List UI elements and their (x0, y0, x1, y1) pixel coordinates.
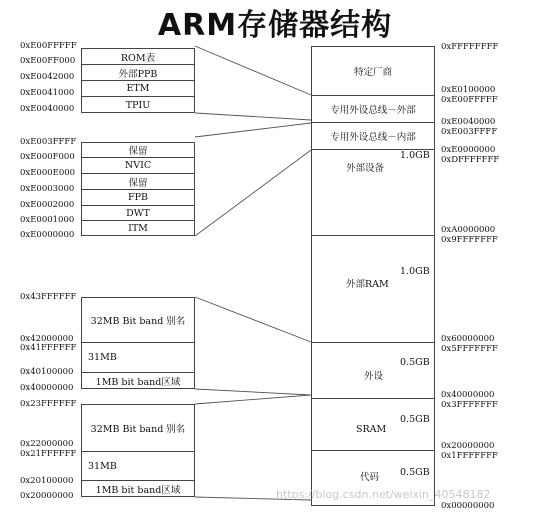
address-label: 0xDFFFFFFF (441, 155, 500, 165)
address-label: 0xE0040000 (20, 104, 75, 114)
memory-map-column (311, 46, 435, 506)
internal-ppb-block (81, 142, 195, 236)
address-label: 0x21FFFFFF (20, 449, 77, 459)
address-label: 0xE003FFFF (20, 137, 77, 147)
sram-bitband-block (81, 404, 195, 497)
address-label: 0xFFFFFFFF (441, 42, 499, 52)
region-name: 专用外设总线－内部 (330, 132, 416, 143)
address-label: 0x00000000 (441, 501, 495, 511)
itm-cell: ITM (128, 223, 148, 234)
address-label: 0x5FFFFFFF (441, 344, 498, 354)
reserved-cell: 保留 (82, 143, 194, 158)
external-ppb-block (81, 48, 195, 113)
region-name: 代码 (360, 472, 380, 483)
peripheral-bitband-block (81, 297, 195, 389)
region-external-ram (312, 236, 434, 343)
nvic-cell: NVIC (82, 158, 194, 174)
region-name: 专用外设总线－外部 (330, 105, 416, 116)
reserved-cell: 保留 (82, 174, 194, 190)
region-external-device (312, 150, 434, 236)
region-name: 外设 (364, 371, 384, 382)
address-label: 0xE00FF000 (20, 56, 76, 66)
dwt-cell: DWT (82, 206, 194, 221)
region-name: SRAM (356, 424, 387, 435)
address-label: 0x40000000 (441, 390, 495, 400)
region-size: 0.5GB (400, 467, 430, 478)
address-label: 0x23FFFFFF (20, 399, 77, 409)
etm-cell: ETM (82, 81, 194, 97)
fpb-cell: FPB (82, 190, 194, 206)
region-sram (312, 399, 434, 451)
region-size: 0.5GB (400, 357, 430, 368)
address-label: 0x20100000 (20, 476, 74, 486)
address-label: 0x20000000 (441, 441, 495, 451)
address-label: 0xE0042000 (20, 72, 75, 82)
reserved-31mb-cell: 31MB (82, 452, 194, 481)
region-name: 外部RAM (346, 279, 389, 290)
address-label: 0x41FFFFFF (20, 343, 77, 353)
address-label: 0xE0100000 (441, 85, 496, 95)
address-label: 0x40100000 (20, 367, 74, 377)
address-label: 0xE0003000 (20, 184, 75, 194)
address-label: 0xE000F000 (20, 152, 75, 162)
address-label: 0xE0001000 (20, 215, 75, 225)
region-ppb-internal (312, 123, 434, 150)
address-label: 0xE0041000 (20, 88, 75, 98)
address-label: 0x43FFFFFF (20, 292, 77, 302)
address-label: 0xE0000000 (20, 230, 75, 240)
region-name: 特定厂商 (353, 67, 392, 78)
address-label: 0xE0040000 (441, 117, 496, 127)
region-peripheral (312, 343, 434, 399)
bitband-alias-cell: 32MB Bit band 别名 (82, 298, 194, 343)
address-label: 0x40000000 (20, 383, 74, 393)
bitband-region-cell: 1MB bit band区域 (95, 377, 181, 388)
region-vendor-specific (312, 47, 434, 96)
address-label: 0x1FFFFFFF (441, 451, 498, 461)
region-size: 0.5GB (400, 414, 430, 425)
address-label: 0x20000000 (20, 491, 74, 501)
region-size: 1.0GB (400, 150, 430, 161)
diagram-title: ARM存储器结构 (157, 8, 393, 43)
address-label: 0xE000E000 (20, 168, 76, 178)
address-label: 0xE0000000 (441, 145, 496, 155)
address-label: 0xE00FFFFF (441, 95, 498, 105)
address-label: 0x22000000 (20, 439, 74, 449)
region-name: 外部设备 (346, 163, 385, 174)
address-label: 0x42000000 (20, 334, 74, 344)
bitband-region-cell: 1MB bit band区域 (95, 485, 181, 496)
address-label: 0x9FFFFFFF (441, 235, 498, 245)
address-label: 0x3FFFFFFF (441, 400, 498, 410)
watermark: https://blog.csdn.net/weixin_40548182 (276, 488, 491, 501)
external-ppb-cell: 外部PPB (82, 65, 194, 81)
address-label: 0xE0002000 (20, 200, 75, 210)
address-label: 0xE003FFFF (441, 127, 498, 137)
address-label: 0xA0000000 (441, 225, 496, 235)
address-label: 0x60000000 (441, 334, 495, 344)
region-size: 1.0GB (400, 266, 430, 277)
bitband-alias-cell: 32MB Bit band 别名 (82, 405, 194, 452)
address-label: 0xE00FFFFF (20, 41, 77, 51)
tpiu-cell: TPIU (125, 99, 151, 111)
region-ppb-external (312, 96, 434, 123)
rom-table-cell: ROM表 (82, 49, 194, 65)
reserved-31mb-cell: 31MB (82, 343, 194, 373)
